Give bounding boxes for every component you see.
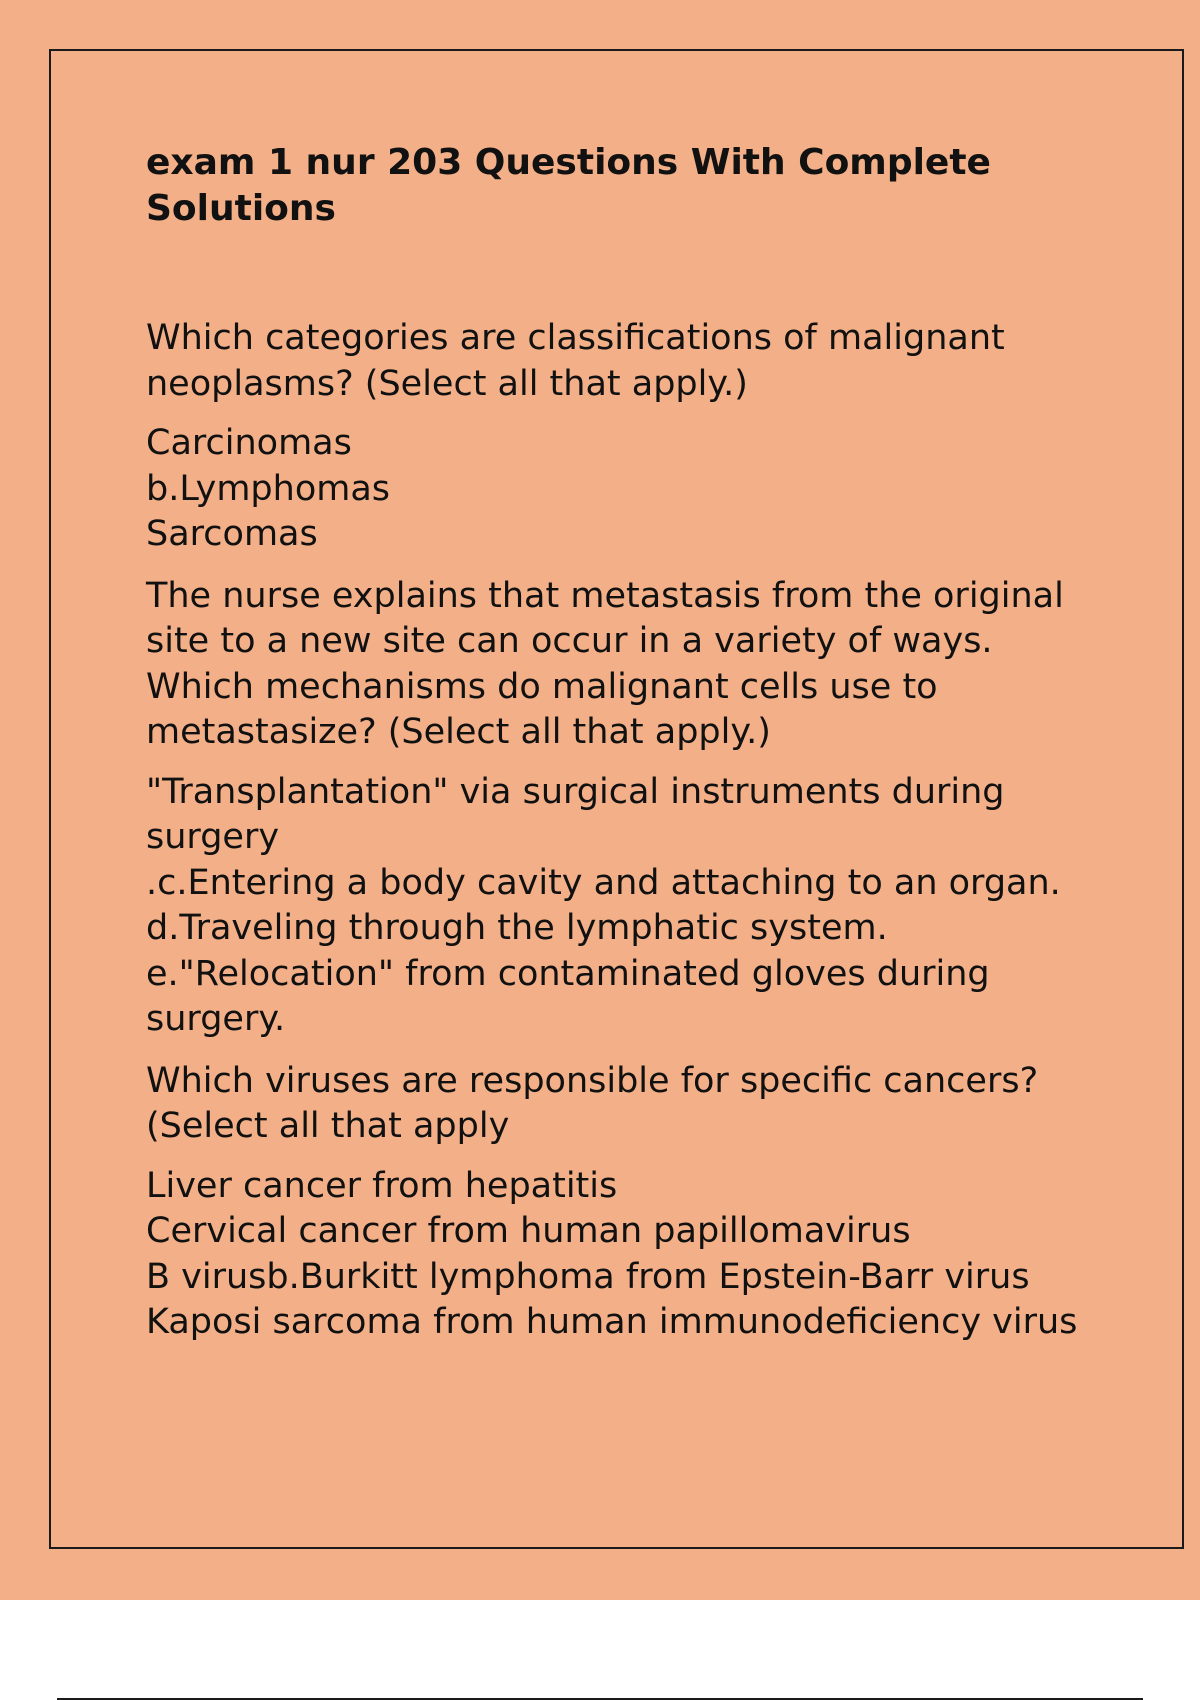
answer-line: "Transplantation" via surgical instruments during surgery [146,771,1005,857]
answer-line: Carcinomas [146,423,352,463]
answer-list [146,770,1106,1043]
answer-line: B virusb.Burkitt lymphoma from Epstein-Barr virus [146,1256,1030,1297]
answer-line: b.Lymphomas [146,468,391,509]
qa-item-3 [146,1059,1106,1346]
answer-line: Liver cancer from hepatitis [146,1165,618,1206]
answer-line: e."Relocation" from contaminated gloves during surgery. [146,953,990,1039]
answer-line: d.Traveling through the lymphatic system. [146,908,888,948]
qa-item-1 [146,316,1106,558]
answer-list [146,421,1106,558]
answer-line: Kaposi sarcoma from human immunodeficiency virus [146,1302,1078,1342]
question-text: Which viruses are responsible for specific cancers? (Select all that apply [146,1060,1039,1146]
answer-line: Cervical cancer from human papillomavirus [146,1211,911,1251]
document-content [146,140,1106,1362]
question-text: Which categories are classifications of malignant neoplasms? (Select all that apply.) [146,318,1005,404]
answer-line: Sarcomas [146,514,318,554]
qa-item-2 [146,574,1106,1043]
answer-list [146,1164,1106,1346]
answer-line: .c.Entering a body cavity and attaching to an organ. [146,862,1061,903]
document-title: exam 1 nur 203 Questions With Complete Solutions [146,142,991,229]
question-text: The nurse explains that metastasis from the original site to a new site can occur in a variety of ways. Which mechanisms do malignant cells use to metastasize? (Select all that apply.) [146,575,1064,752]
